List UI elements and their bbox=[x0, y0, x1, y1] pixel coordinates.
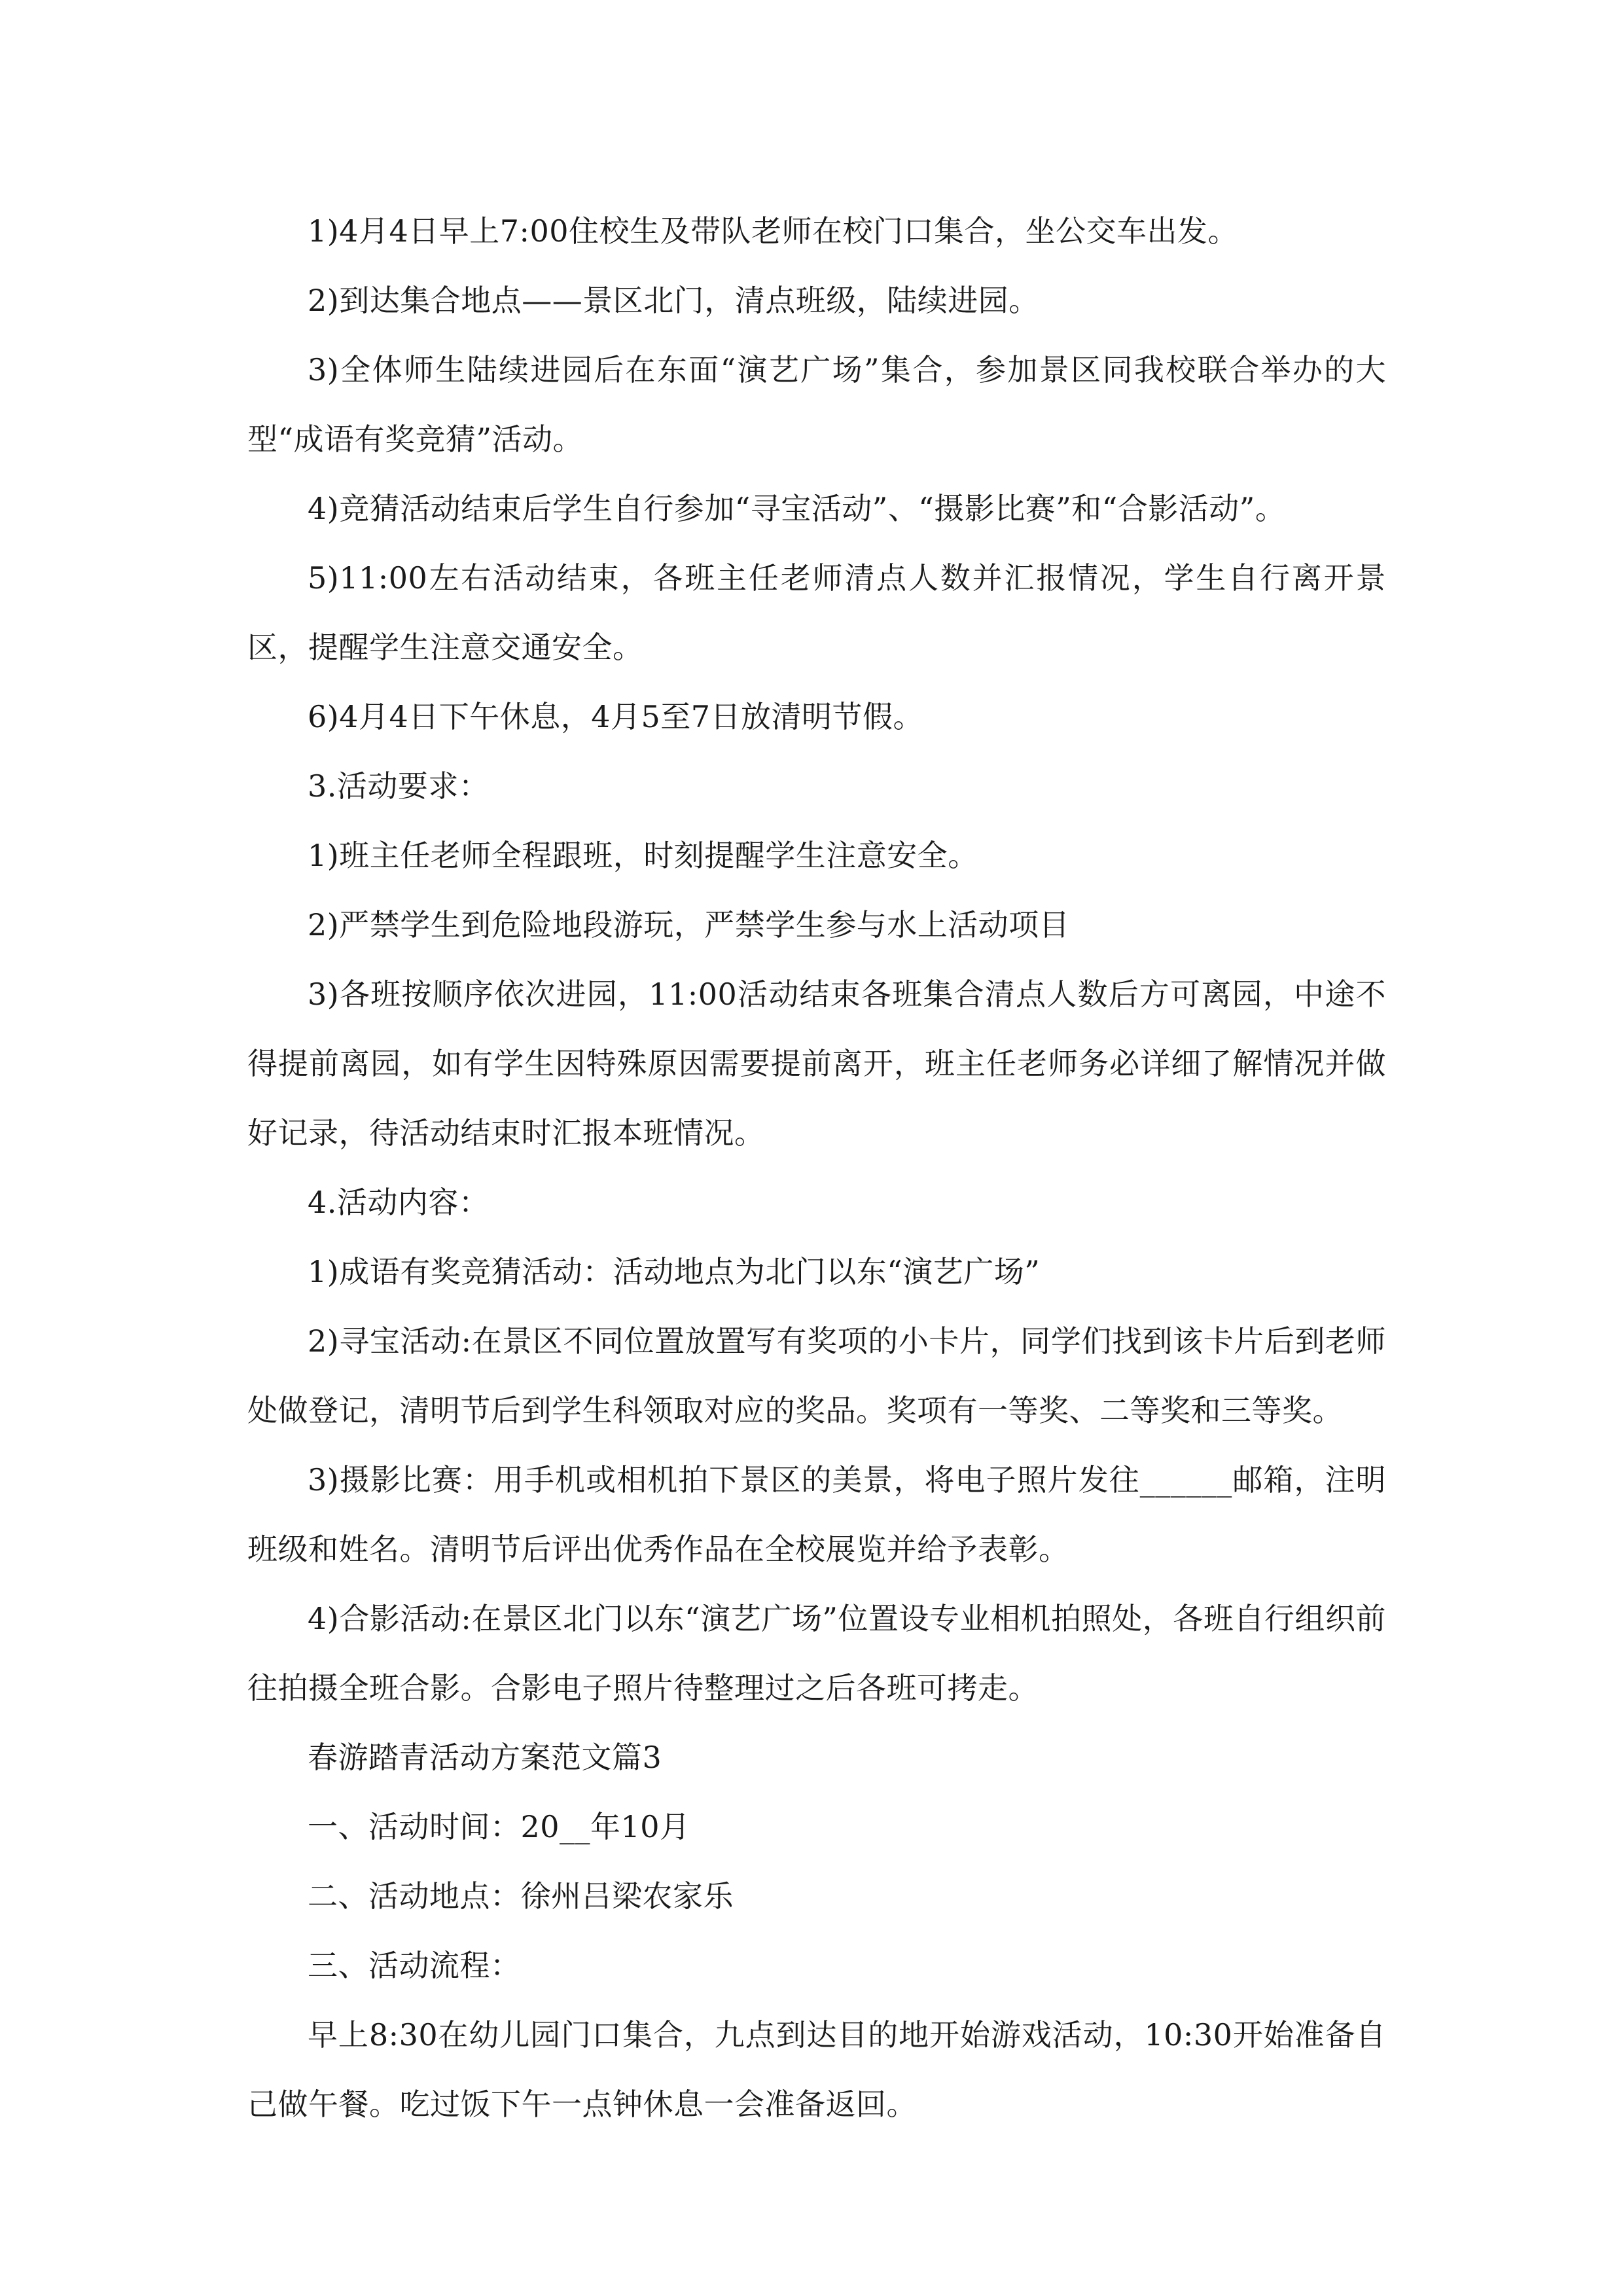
section-heading: 三、活动流程： bbox=[308, 1948, 521, 1983]
paragraph: 3)摄影比赛：用手机或相机拍下景区的美景，将电子照片发往______邮箱，注明班级和姓名。清明节后评出优秀作品在全校展览并给予表彰。 bbox=[247, 1462, 1386, 1567]
paragraph: 3)全体师生陆续进园后在东面“演艺广场”集合，参加景区同我校联合举办的大型“成语有奖竞猜”活动。 bbox=[247, 352, 1386, 457]
article-title: 春游踏青活动方案范文篇3 bbox=[308, 1740, 662, 1775]
paragraph: 早上8:30在幼儿园门口集合，九点到达目的地开始游戏活动，10:30开始准备自己做午餐。吃过饭下午一点钟休息一会准备返回。 bbox=[247, 2017, 1386, 2122]
paragraph: 4)竞猜活动结束后学生自行参加“寻宝活动”、“摄影比赛”和“合影活动”。 bbox=[308, 491, 1286, 526]
paragraph: 3)各班按顺序依次进园，11:00活动结束各班集合清点人数后方可离园，中途不得提前离园，如有学生因特殊原因需要提前离开，班主任老师务必详细了解情况并做好记录，待活动结束时汇报本班情况。 bbox=[247, 977, 1386, 1151]
paragraph: 2)严禁学生到危险地段游玩，严禁学生参与水上活动项目 bbox=[308, 907, 1070, 942]
paragraph: 二、活动地点：徐州吕梁农家乐 bbox=[308, 1878, 734, 1914]
section-heading: 3.活动要求： bbox=[308, 768, 490, 804]
paragraph: 1)4月4日早上7:00住校生及带队老师在校门口集合，坐公交车出发。 bbox=[308, 213, 1239, 249]
paragraph: 6)4月4日下午休息，4月5至7日放清明节假。 bbox=[308, 699, 924, 734]
paragraph: 2)到达集合地点——景区北门，清点班级，陆续进园。 bbox=[308, 283, 1039, 318]
paragraph: 4)合影活动:在景区北门以东“演艺广场”位置设专业相机拍照处，各班自行组织前往拍摄全班合影。合影电子照片待整理过之后各班可拷走。 bbox=[247, 1601, 1386, 1706]
document-body bbox=[247, 196, 1386, 2139]
paragraph: 一、活动时间：20__年10月 bbox=[308, 1809, 690, 1844]
section-heading: 4.活动内容： bbox=[308, 1185, 490, 1220]
paragraph: 2)寻宝活动:在景区不同位置放置写有奖项的小卡片，同学们找到该卡片后到老师处做登记，清明节后到学生科领取对应的奖品。奖项有一等奖、二等奖和三等奖。 bbox=[247, 1323, 1386, 1428]
paragraph: 5)11:00左右活动结束，各班主任老师清点人数并汇报情况，学生自行离开景区，提醒学生注意交通安全。 bbox=[247, 560, 1386, 665]
paragraph: 1)成语有奖竞猜活动：活动地点为北门以东“演艺广场” bbox=[308, 1254, 1041, 1289]
paragraph: 1)班主任老师全程跟班，时刻提醒学生注意安全。 bbox=[308, 838, 978, 873]
